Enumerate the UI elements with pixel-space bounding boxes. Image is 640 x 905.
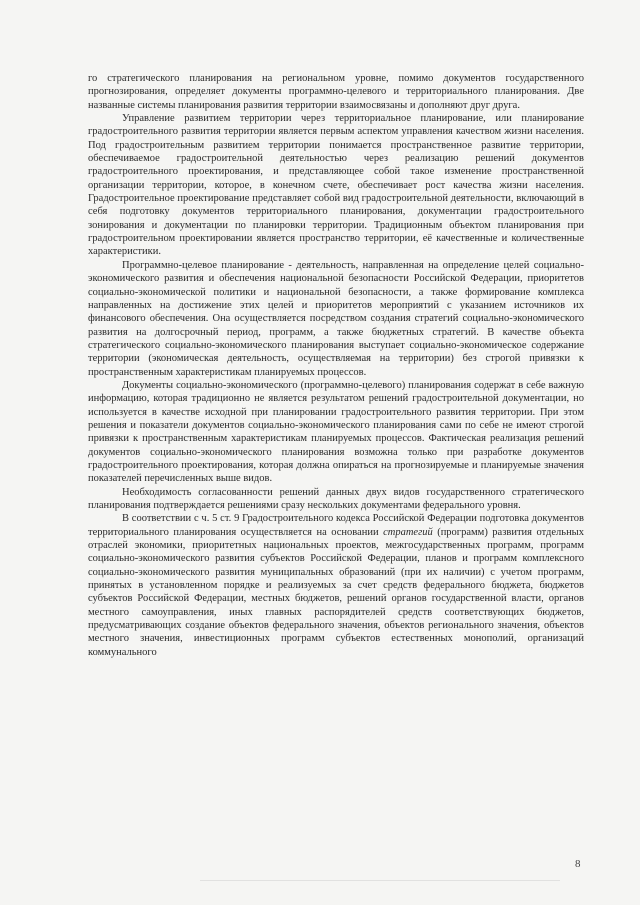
paragraph: [88, 379, 584, 486]
paragraph-text: го стратегического планирования на региональном уровне, помимо документов государственного прогнозирования, определяет документы программно-целевого и территориального планирования. Две названные системы планирования развития территории взаимосвязаны и дополняют друг друга.: [88, 73, 584, 111]
paragraph-text: В соответствии с ч. 5 ст. 9 Градостроительного кодекса Российской Федерации подготовка документов территориального планирования осуществляется на основании: [88, 513, 584, 538]
scan-artifact-line: [200, 880, 560, 881]
italic-term: стратегий: [383, 526, 433, 538]
paragraph-text: Документы социально-экономического (программно-целевого) планирования содержат в себе важную информацию, которая традиционно не является результатом решений градостроительной документации, но используется в качестве исходной при планировании градостроительного развития территории. При этом решения и показатели документов социально-экономического планирования сами по себе не имеют строгой привязки к пространственным характеристикам планируемых процессов. Фактическая реализация решений документов социально-экономического планирования возможна только при разработке документов градостроительного проектирования, которая должна опираться на прогнозируемые и планируемые значения показателей перечисленных выше видов.: [88, 379, 584, 485]
paragraph: [88, 72, 584, 112]
page-number: 8: [575, 858, 581, 870]
document-body: [88, 72, 584, 659]
paragraph: [88, 112, 584, 259]
paragraph-text: Управление развитием территории через территориальное планирование, или планирование градостроительного развития территории является первым аспектом управления качеством жизни населения. Под градостроительным развитием территории понимается пространственное развитие территории, обеспечиваемое градостроительной деятельностью через реализацию решений документов градостроительного проектирования, и представляющее собой такое изменение пространственной организации территории, которое, в конечном счете, обеспечивает рост качества жизни населения. Градостроительное проектирование представляет собой вид градостроительной деятельности, включающий в себя подготовку документов территориального планирования, документации градостроительного зонирования и документации по планировки территории. Традиционным объектом планирования при градостроительном проектировании является пространство территории, её качественные и количественные характеристики.: [88, 113, 584, 258]
paragraph-text: Необходимость согласованности решений данных двух видов государственного стратегического планирования подтверждается решениями сразу нескольких документами федерального уровня.: [88, 486, 584, 511]
paragraph: [88, 259, 584, 379]
paragraph: [88, 486, 584, 513]
paragraph-text: (программ) развития отдельных отраслей экономики, приоритетных национальных проектов, межгосударственных программ, программ социально-экономического развития субъектов Российской Федерации, планов и программ комплексного социально-экономического развития муниципальных образований (при их наличии) с учетом программ, принятых в установленном порядке и реализуемых за счет средств федерального бюджета, бюджетов субъектов Российской Федерации, местных бюджетов, решений органов государственной власти, органов местного самоуправления, иных главных распорядителей средств соответствующих бюджетов, предусматривающих создание объектов федерального значения, объектов регионального значения, объектов местного значения, инвестиционных программ субъектов естественных монополий, организаций коммунального: [88, 526, 584, 658]
paragraph-text: Программно-целевое планирование - деятельность, направленная на определение целей социально-экономического развития и обеспечения национальной безопасности Российской Федерации, приоритетов социально-экономической политики и национальной безопасности, а также формирование комплекса направленных на достижение этих целей и приоритетов мероприятий с указанием источников их финансового обеспечения. Она осуществляется посредством создания стратегий социально-экономического развития на долгосрочный период, программ, а также бюджетных стратегий. В качестве объекта стратегического социально-экономического планирования выступает социально-экономическое содержание территории (экономическая деятельность, осуществляемая на территории) без строгой привязки к пространственным характеристикам планируемых процессов.: [88, 259, 584, 378]
paragraph: [88, 512, 584, 659]
